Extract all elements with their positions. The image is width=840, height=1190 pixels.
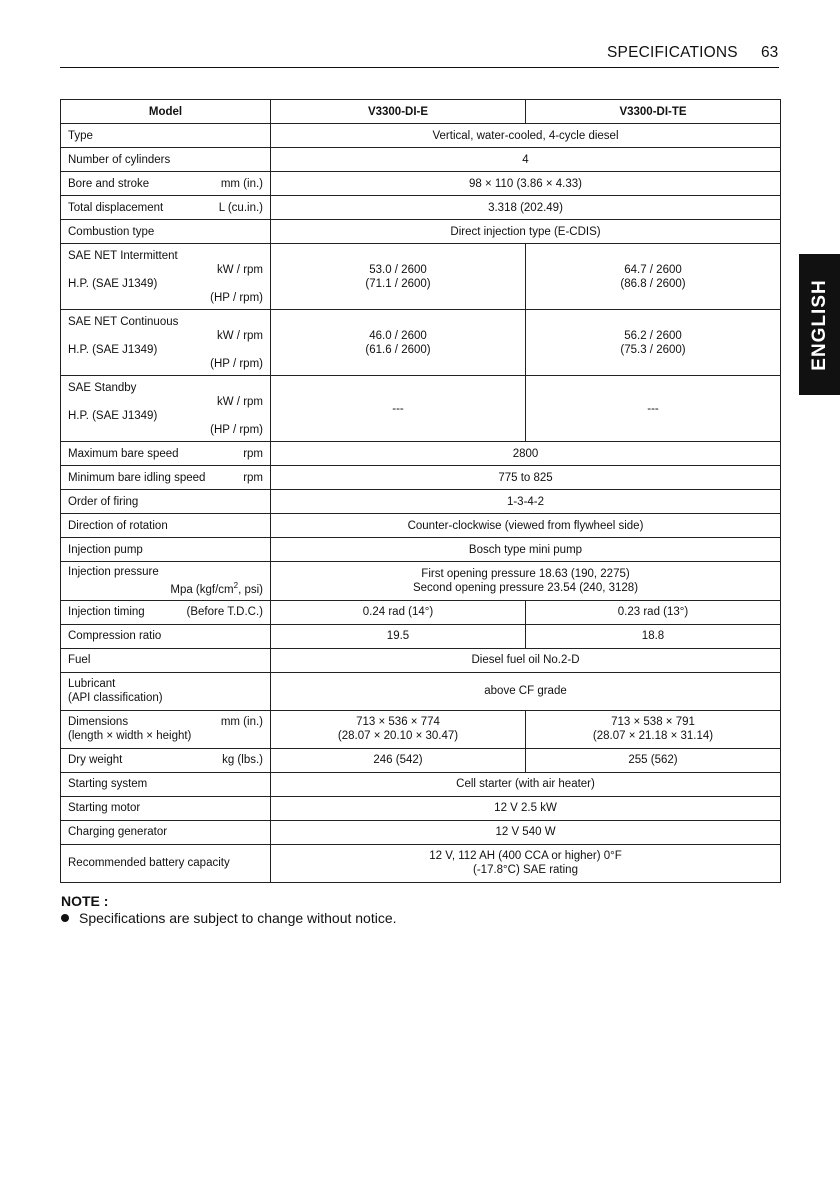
- table-row: [61, 376, 781, 442]
- table-row: [61, 648, 781, 672]
- value-e: 0.24 rad (14°): [271, 600, 526, 624]
- value-te: 0.23 rad (13°): [526, 600, 781, 624]
- row-label-cell: [61, 310, 271, 376]
- row-label: Lubricant: [68, 678, 116, 691]
- bullet-icon: [61, 914, 69, 922]
- row-label: Injection pump: [61, 538, 271, 562]
- row-value: 3.318 (202.49): [271, 196, 781, 220]
- table-row: [61, 748, 781, 772]
- row-value: 12 V 2.5 kW: [271, 796, 781, 820]
- unit-text: Mpa (kgf/cm: [170, 583, 234, 596]
- unit-text: , psi): [238, 583, 263, 596]
- row-label: Charging generator: [61, 820, 271, 844]
- value-e: [271, 310, 526, 376]
- value-e: [271, 244, 526, 310]
- header-v3300-di-e: V3300-DI-E: [271, 100, 526, 124]
- value-line: (-17.8°C) SAE rating: [473, 864, 578, 877]
- table-row: [61, 124, 781, 148]
- row-label: Minimum bare idling speed: [68, 471, 206, 484]
- value-line: (28.07 × 20.10 × 30.47): [337, 730, 459, 743]
- row-label-cell: [61, 672, 271, 710]
- row-label: Fuel: [61, 648, 271, 672]
- value-line: 713 × 538 × 791: [611, 716, 695, 729]
- language-tab-label: ENGLISH: [808, 278, 830, 371]
- table-row: [61, 514, 781, 538]
- row-label: Compression ratio: [61, 624, 271, 648]
- row-label-cell: [61, 710, 271, 748]
- value-te: ---: [526, 376, 781, 442]
- row-unit: (HP / rpm): [210, 291, 263, 304]
- header-model: Model: [61, 100, 271, 124]
- row-unit: kW / rpm: [217, 329, 263, 342]
- note-text: Specifications are subject to change without notice.: [79, 910, 397, 926]
- value-line: (86.8 / 2600): [620, 277, 686, 290]
- language-tab: [799, 254, 840, 395]
- row-value: [271, 844, 781, 882]
- row-label: SAE NET Intermittent: [68, 249, 178, 262]
- row-unit: rpm: [243, 447, 263, 460]
- row-value: 1-3-4-2: [271, 490, 781, 514]
- row-label-cell: [61, 376, 271, 442]
- table-row: [61, 772, 781, 796]
- row-label: Starting system: [61, 772, 271, 796]
- row-label: H.P. (SAE J1349): [68, 343, 158, 356]
- row-label: Injection pressure: [68, 566, 159, 578]
- value-e: [271, 710, 526, 748]
- row-unit: kW / rpm: [217, 395, 263, 408]
- row-unit: kg (lbs.): [222, 754, 263, 767]
- row-value: 12 V 540 W: [271, 820, 781, 844]
- header-rule: [60, 67, 779, 68]
- row-value: 4: [271, 148, 781, 172]
- value-line: (75.3 / 2600): [620, 343, 686, 356]
- row-value: Direct injection type (E-CDIS): [271, 220, 781, 244]
- row-unit: rpm: [243, 471, 263, 484]
- unit-superscript: 2: [233, 581, 239, 590]
- value-te: [526, 244, 781, 310]
- row-value: Bosch type mini pump: [271, 538, 781, 562]
- value-line: (61.6 / 2600): [365, 343, 431, 356]
- row-label: (API classification): [68, 692, 163, 705]
- value-line: 46.0 / 2600: [369, 329, 427, 342]
- note-title: NOTE :: [61, 893, 109, 909]
- row-label: (length × width × height): [68, 730, 192, 743]
- row-unit: (HP / rpm): [210, 423, 263, 436]
- table-row: [61, 148, 781, 172]
- table-row: [61, 466, 781, 490]
- value-e: 246 (542): [271, 748, 526, 772]
- row-label: Maximum bare speed: [68, 447, 179, 460]
- row-value: Vertical, water-cooled, 4-cycle diesel: [271, 124, 781, 148]
- header-v3300-di-te: V3300-DI-TE: [526, 100, 781, 124]
- row-label-cell: [61, 196, 271, 220]
- table-row: [61, 710, 781, 748]
- note-item: [61, 910, 397, 926]
- row-label-cell: [61, 562, 271, 601]
- row-label: Recommended battery capacity: [61, 844, 271, 882]
- row-label: SAE NET Continuous: [68, 315, 179, 328]
- row-unit: [68, 579, 263, 597]
- header-title: SPECIFICATIONS: [607, 44, 738, 61]
- specifications-table: [60, 99, 781, 883]
- row-unit: (Before T.D.C.): [186, 606, 263, 619]
- row-label-cell: [61, 466, 271, 490]
- value-line: 12 V, 112 AH (400 CCA or higher) 0°F: [429, 850, 622, 863]
- row-value: Counter-clockwise (viewed from flywheel side): [271, 514, 781, 538]
- value-te: 255 (562): [526, 748, 781, 772]
- value-line: 53.0 / 2600: [369, 263, 427, 276]
- row-label: Type: [61, 124, 271, 148]
- row-label: H.P. (SAE J1349): [68, 277, 158, 290]
- row-label: Total displacement: [68, 201, 164, 214]
- value-line: First opening pressure 18.63 (190, 2275): [421, 567, 630, 580]
- row-label: Dimensions: [68, 716, 129, 729]
- value-line: 56.2 / 2600: [624, 329, 682, 342]
- row-label-cell: [61, 600, 271, 624]
- row-unit: mm (in.): [220, 177, 263, 190]
- row-label: Number of cylinders: [61, 148, 271, 172]
- value-line: (28.07 × 21.18 × 31.14): [592, 730, 714, 743]
- value-line: (71.1 / 2600): [365, 277, 431, 290]
- row-value: above CF grade: [271, 672, 781, 710]
- row-label: Order of firing: [61, 490, 271, 514]
- row-value: Cell starter (with air heater): [271, 772, 781, 796]
- row-label-cell: [61, 442, 271, 466]
- table-row: [61, 672, 781, 710]
- table-row: [61, 490, 781, 514]
- value-te: [526, 310, 781, 376]
- value-line: 64.7 / 2600: [624, 263, 682, 276]
- row-value: 775 to 825: [271, 466, 781, 490]
- table-row: [61, 562, 781, 601]
- value-e: 19.5: [271, 624, 526, 648]
- table-row: [61, 796, 781, 820]
- table-row: [61, 820, 781, 844]
- value-line: Second opening pressure 23.54 (240, 3128): [412, 581, 639, 594]
- table-row: [61, 220, 781, 244]
- row-label-cell: [61, 244, 271, 310]
- table-row: [61, 196, 781, 220]
- row-label-cell: [61, 748, 271, 772]
- row-value: 2800: [271, 442, 781, 466]
- page-number: 63: [761, 44, 779, 61]
- table-row: [61, 624, 781, 648]
- table-row: [61, 172, 781, 196]
- value-te: [526, 710, 781, 748]
- row-value: [271, 562, 781, 601]
- row-unit: L (cu.in.): [218, 201, 263, 214]
- table-row: [61, 538, 781, 562]
- table-row: [61, 442, 781, 466]
- row-value: 98 × 110 (3.86 × 4.33): [271, 172, 781, 196]
- row-label: Bore and stroke: [68, 177, 150, 190]
- row-label: Combustion type: [61, 220, 271, 244]
- row-label: SAE Standby: [68, 381, 137, 394]
- row-unit: mm (in.): [220, 716, 263, 729]
- row-label: Starting motor: [61, 796, 271, 820]
- row-label: Injection timing: [68, 606, 145, 619]
- row-label: Direction of rotation: [61, 514, 271, 538]
- row-label: H.P. (SAE J1349): [68, 409, 158, 422]
- row-label: Dry weight: [68, 754, 123, 767]
- table-row: [61, 310, 781, 376]
- row-value: Diesel fuel oil No.2-D: [271, 648, 781, 672]
- table-row: [61, 244, 781, 310]
- table-header-row: [61, 100, 781, 124]
- value-e: ---: [271, 376, 526, 442]
- row-unit: kW / rpm: [217, 263, 263, 276]
- table-row: [61, 844, 781, 882]
- value-line: 713 × 536 × 774: [356, 716, 440, 729]
- row-label-cell: [61, 172, 271, 196]
- value-te: 18.8: [526, 624, 781, 648]
- table-row: [61, 600, 781, 624]
- row-unit: (HP / rpm): [210, 357, 263, 370]
